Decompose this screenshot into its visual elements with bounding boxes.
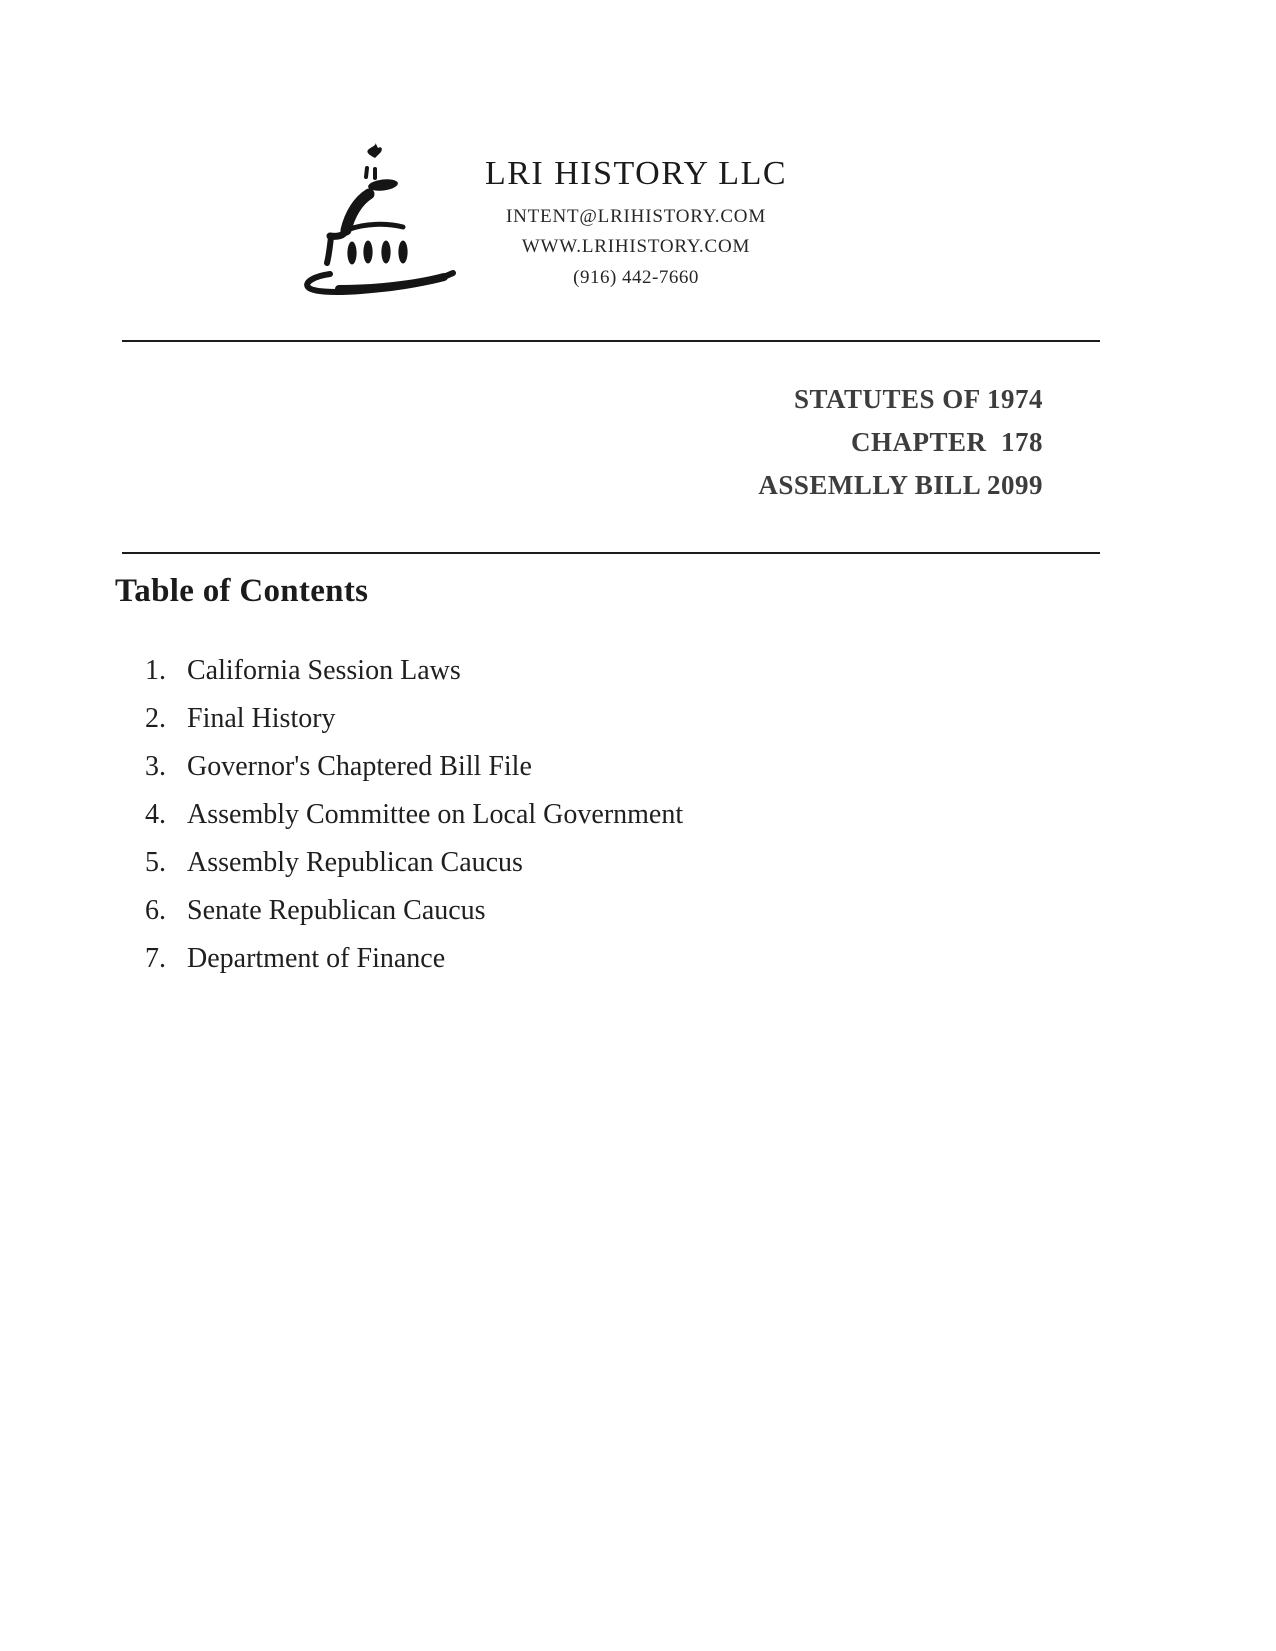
toc-item-label: California Session Laws	[187, 655, 461, 686]
company-phone: (916) 442-7660	[573, 267, 699, 288]
toc-item-number: 4.	[145, 799, 166, 830]
chapter-line: CHAPTER 178	[850, 427, 1043, 457]
title-block	[758, 378, 1043, 507]
toc-item-label: Assembly Committee on Local Government	[187, 799, 684, 830]
toc-item-label: Senate Republican Caucus	[187, 895, 486, 926]
toc-item	[145, 889, 683, 937]
toc-item-number: 3.	[145, 751, 166, 782]
toc-item	[145, 841, 683, 889]
toc-item-number: 2.	[145, 703, 166, 734]
toc-item-label: Assembly Republican Caucus	[187, 847, 523, 878]
toc-item-label: Governor's Chaptered Bill File	[187, 751, 532, 782]
bill-line: ASSEMLLY BILL 2099	[758, 470, 1043, 500]
toc-item-number: 5.	[145, 847, 166, 878]
toc-item-number: 6.	[145, 895, 166, 926]
horizontal-rule-middle	[122, 552, 1100, 554]
horizontal-rule-top	[122, 340, 1100, 342]
company-email: INTENT@LRIHISTORY.COM	[505, 206, 767, 227]
toc-item	[145, 937, 683, 985]
company-header	[450, 154, 822, 294]
toc-item-number: 7.	[145, 943, 166, 974]
toc-item-label: Department of Finance	[187, 943, 446, 974]
toc-heading: Table of Contents	[115, 573, 369, 609]
toc-item	[145, 697, 683, 745]
capitol-dome-logo-icon	[298, 136, 460, 296]
toc-list	[145, 649, 683, 985]
company-name: LRI HISTORY LLC	[484, 155, 788, 192]
toc-item	[145, 649, 683, 697]
toc-item-number: 1.	[145, 655, 166, 686]
statutes-line: STATUTES OF 1974	[793, 384, 1043, 414]
toc-item	[145, 793, 683, 841]
toc-item	[145, 745, 683, 793]
toc-item-label: Final History	[187, 703, 336, 734]
company-website: WWW.LRIHISTORY.COM	[521, 236, 751, 257]
